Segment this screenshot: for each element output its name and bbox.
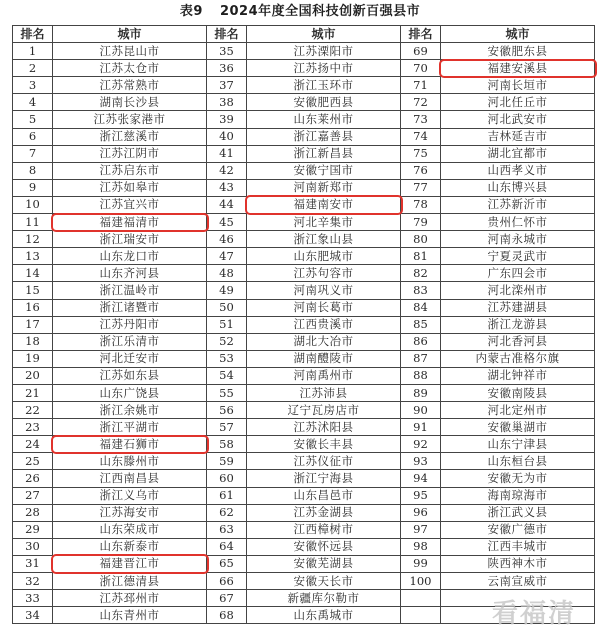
rank-cell: 40 (207, 128, 247, 145)
rank-cell: 97 (401, 521, 441, 538)
city-cell: 江西贵溪市 (247, 316, 401, 333)
rank-cell: 71 (401, 77, 441, 94)
city-cell: 山东广饶县 (53, 384, 207, 401)
rank-cell: 14 (13, 265, 53, 282)
rank-cell: 61 (207, 487, 247, 504)
rank-cell: 49 (207, 282, 247, 299)
rank-cell: 32 (13, 573, 53, 590)
rank-cell: 96 (401, 504, 441, 521)
highlight-box (439, 59, 597, 78)
rank-cell: 67 (207, 590, 247, 607)
rank-cell: 75 (401, 145, 441, 162)
city-cell: 云南宣威市 (441, 573, 595, 590)
city-cell: 江苏沛县 (247, 384, 401, 401)
city-cell: 安徽巢湖市 (441, 419, 595, 436)
rank-header: 排名 (13, 26, 53, 43)
city-cell: 江苏丹阳市 (53, 316, 207, 333)
table-row (13, 333, 595, 350)
table-number: 表9 (179, 4, 203, 19)
table-row (13, 367, 595, 384)
rank-cell: 70 (401, 60, 441, 77)
table-row (13, 43, 595, 60)
watermark-logo: 看福清 (491, 599, 576, 629)
city-cell: 山东莱州市 (247, 111, 401, 128)
city-cell: 贵州仁怀市 (441, 214, 595, 231)
rank-cell: 88 (401, 367, 441, 384)
city-cell: 江苏常熟市 (53, 77, 207, 94)
table-row (13, 504, 595, 521)
rank-cell: 20 (13, 367, 53, 384)
city-cell: 浙江新昌县 (247, 145, 401, 162)
city-cell: 广东四会市 (441, 265, 595, 282)
rank-cell: 52 (207, 333, 247, 350)
city-cell: 山东肥城市 (247, 248, 401, 265)
rank-cell: 62 (207, 504, 247, 521)
table-row (13, 145, 595, 162)
rank-cell: 54 (207, 367, 247, 384)
table-row (13, 419, 595, 436)
city-cell: 浙江嘉善县 (247, 128, 401, 145)
rank-cell: 7 (13, 145, 53, 162)
city-cell: 福建石狮市 (53, 436, 207, 453)
highlight-box (51, 435, 209, 454)
rank-cell: 24 (13, 436, 53, 453)
city-cell: 海南琼海市 (441, 487, 595, 504)
rank-cell (401, 607, 441, 624)
city-cell: 浙江宁海县 (247, 470, 401, 487)
city-header: 城市 (247, 26, 401, 43)
rank-cell: 1 (13, 43, 53, 60)
city-cell: 福建安溪县 (441, 60, 595, 77)
table-row (13, 162, 595, 179)
city-cell: 河南禹州市 (247, 367, 401, 384)
city-cell: 浙江诸暨市 (53, 299, 207, 316)
city-cell: 安徽肥东县 (441, 43, 595, 60)
rank-cell: 65 (207, 555, 247, 572)
city-cell: 山东宁津县 (441, 436, 595, 453)
city-cell: 浙江瑞安市 (53, 231, 207, 248)
rank-cell: 45 (207, 214, 247, 231)
city-cell: 陕西神木市 (441, 555, 595, 572)
city-cell: 江苏启东市 (53, 162, 207, 179)
rank-cell: 68 (207, 607, 247, 624)
highlight-box (51, 554, 209, 573)
table-row (13, 179, 595, 196)
rank-cell: 56 (207, 402, 247, 419)
table-row (13, 453, 595, 470)
rank-cell: 33 (13, 590, 53, 607)
rank-cell: 8 (13, 162, 53, 179)
city-cell: 湖北大冶市 (247, 333, 401, 350)
city-cell: 山东禹城市 (247, 607, 401, 624)
rank-cell: 36 (207, 60, 247, 77)
city-cell: 内蒙古准格尔旗 (441, 350, 595, 367)
city-cell: 山东博兴县 (441, 179, 595, 196)
city-cell: 安徽怀远县 (247, 538, 401, 555)
rank-cell: 31 (13, 555, 53, 572)
city-cell: 山东荣成市 (53, 521, 207, 538)
rank-cell: 35 (207, 43, 247, 60)
city-cell: 浙江温岭市 (53, 282, 207, 299)
city-cell: 江苏海安市 (53, 504, 207, 521)
rank-cell: 99 (401, 555, 441, 572)
table-body (13, 43, 595, 624)
rank-cell: 6 (13, 128, 53, 145)
city-cell: 浙江武义县 (441, 504, 595, 521)
city-cell: 江苏邳州市 (53, 590, 207, 607)
rank-cell: 89 (401, 384, 441, 401)
highlight-box (245, 195, 403, 214)
city-cell: 安徽长丰县 (247, 436, 401, 453)
rank-cell: 100 (401, 573, 441, 590)
rank-cell: 66 (207, 573, 247, 590)
rank-cell: 64 (207, 538, 247, 555)
city-cell: 江苏溧阳市 (247, 43, 401, 60)
city-cell: 安徽广德市 (441, 521, 595, 538)
city-cell: 河南新郑市 (247, 179, 401, 196)
table-row (13, 111, 595, 128)
city-cell: 江苏江阴市 (53, 145, 207, 162)
city-cell: 河北滦州市 (441, 282, 595, 299)
city-cell: 福建晋江市 (53, 555, 207, 572)
rank-cell: 53 (207, 350, 247, 367)
table-row (13, 248, 595, 265)
city-cell: 河南长垣市 (441, 77, 595, 94)
rank-cell: 98 (401, 538, 441, 555)
rank-cell: 63 (207, 521, 247, 538)
rank-cell: 51 (207, 316, 247, 333)
city-cell: 江苏新沂市 (441, 196, 595, 213)
city-cell: 河南永城市 (441, 231, 595, 248)
rank-cell: 74 (401, 128, 441, 145)
city-cell: 山东龙口市 (53, 248, 207, 265)
table-row (13, 487, 595, 504)
city-header: 城市 (441, 26, 595, 43)
city-cell: 安徽肥西县 (247, 94, 401, 111)
table-row (13, 384, 595, 401)
city-cell: 山东青州市 (53, 607, 207, 624)
rank-cell: 69 (401, 43, 441, 60)
rank-cell: 85 (401, 316, 441, 333)
city-cell: 湖南长沙县 (53, 94, 207, 111)
rank-cell: 28 (13, 504, 53, 521)
city-cell: 新疆库尔勒市 (247, 590, 401, 607)
table-row (13, 299, 595, 316)
rank-cell: 17 (13, 316, 53, 333)
city-cell: 河北任丘市 (441, 94, 595, 111)
city-cell: 江西南昌县 (53, 470, 207, 487)
rank-cell: 34 (13, 607, 53, 624)
city-cell: 河南长葛市 (247, 299, 401, 316)
city-cell: 浙江慈溪市 (53, 128, 207, 145)
rank-cell: 94 (401, 470, 441, 487)
rank-cell: 23 (13, 419, 53, 436)
rank-cell: 29 (13, 521, 53, 538)
rank-cell: 83 (401, 282, 441, 299)
city-cell: 浙江龙游县 (441, 316, 595, 333)
rank-cell: 5 (13, 111, 53, 128)
rank-cell: 22 (13, 402, 53, 419)
city-cell: 浙江平湖市 (53, 419, 207, 436)
city-cell: 山东滕州市 (53, 453, 207, 470)
rank-cell: 93 (401, 453, 441, 470)
city-cell: 福建福清市 (53, 214, 207, 231)
city-cell: 福建南安市 (247, 196, 401, 213)
city-cell: 安徽天长市 (247, 573, 401, 590)
rank-cell: 11 (13, 214, 53, 231)
rank-cell: 27 (13, 487, 53, 504)
rank-cell: 44 (207, 196, 247, 213)
rank-cell: 90 (401, 402, 441, 419)
rank-cell: 4 (13, 94, 53, 111)
rank-cell: 77 (401, 179, 441, 196)
rank-cell: 58 (207, 436, 247, 453)
city-cell: 江苏金湖县 (247, 504, 401, 521)
rank-cell (401, 590, 441, 607)
rank-header: 排名 (207, 26, 247, 43)
rank-cell: 76 (401, 162, 441, 179)
city-cell: 宁夏灵武市 (441, 248, 595, 265)
table-row (13, 316, 595, 333)
table-row (13, 94, 595, 111)
table-row (13, 521, 595, 538)
table-row (13, 402, 595, 419)
rank-cell: 80 (401, 231, 441, 248)
city-cell: 浙江义乌市 (53, 487, 207, 504)
rank-cell: 72 (401, 94, 441, 111)
rank-cell: 13 (13, 248, 53, 265)
table-row (13, 573, 595, 590)
city-cell: 湖北钟祥市 (441, 367, 595, 384)
rank-cell: 48 (207, 265, 247, 282)
city-cell: 江苏沭阳县 (247, 419, 401, 436)
city-cell: 江西丰城市 (441, 538, 595, 555)
rank-cell: 84 (401, 299, 441, 316)
city-cell: 浙江余姚市 (53, 402, 207, 419)
table-title (0, 0, 600, 24)
city-cell: 河北香河县 (441, 333, 595, 350)
city-cell: 浙江玉环市 (247, 77, 401, 94)
city-cell: 安徽宁国市 (247, 162, 401, 179)
rank-cell: 81 (401, 248, 441, 265)
city-cell: 江苏如东县 (53, 367, 207, 384)
city-header: 城市 (53, 26, 207, 43)
city-cell: 山东桓台县 (441, 453, 595, 470)
table-row (13, 77, 595, 94)
rank-cell: 38 (207, 94, 247, 111)
rank-cell: 92 (401, 436, 441, 453)
table-row (13, 282, 595, 299)
rank-cell: 57 (207, 419, 247, 436)
table-title-text: 2024年度全国科技创新百强县市 (219, 4, 421, 19)
rank-cell: 9 (13, 179, 53, 196)
rank-cell: 21 (13, 384, 53, 401)
rank-cell: 95 (401, 487, 441, 504)
city-cell: 河北迁安市 (53, 350, 207, 367)
city-cell: 安徽芜湖县 (247, 555, 401, 572)
rank-cell: 30 (13, 538, 53, 555)
city-cell: 江苏张家港市 (53, 111, 207, 128)
rank-cell: 3 (13, 77, 53, 94)
city-cell: 河南巩义市 (247, 282, 401, 299)
rank-cell: 50 (207, 299, 247, 316)
rank-cell: 18 (13, 333, 53, 350)
ranking-table (12, 25, 595, 624)
city-cell: 浙江象山县 (247, 231, 401, 248)
rank-cell: 59 (207, 453, 247, 470)
city-cell: 江苏太仓市 (53, 60, 207, 77)
table-row (13, 470, 595, 487)
rank-cell: 86 (401, 333, 441, 350)
rank-cell: 47 (207, 248, 247, 265)
city-cell: 浙江乐清市 (53, 333, 207, 350)
rank-cell: 55 (207, 384, 247, 401)
city-cell: 湖南醴陵市 (247, 350, 401, 367)
table-header-row (13, 26, 595, 43)
rank-cell: 79 (401, 214, 441, 231)
rank-cell: 82 (401, 265, 441, 282)
rank-cell: 46 (207, 231, 247, 248)
rank-cell: 26 (13, 470, 53, 487)
city-cell: 河北武安市 (441, 111, 595, 128)
city-cell: 安徽南陵县 (441, 384, 595, 401)
city-cell: 江苏建湖县 (441, 299, 595, 316)
rank-cell: 25 (13, 453, 53, 470)
rank-cell: 42 (207, 162, 247, 179)
rank-cell: 78 (401, 196, 441, 213)
city-cell: 江西樟树市 (247, 521, 401, 538)
rank-cell: 37 (207, 77, 247, 94)
rank-cell: 41 (207, 145, 247, 162)
city-cell: 辽宁瓦房店市 (247, 402, 401, 419)
city-cell: 山西孝义市 (441, 162, 595, 179)
table-row (13, 265, 595, 282)
city-cell: 江苏如皋市 (53, 179, 207, 196)
city-cell: 江苏宜兴市 (53, 196, 207, 213)
city-cell: 山东新泰市 (53, 538, 207, 555)
rank-cell: 16 (13, 299, 53, 316)
city-cell: 安徽无为市 (441, 470, 595, 487)
table-row (13, 128, 595, 145)
rank-cell: 12 (13, 231, 53, 248)
city-cell: 河北辛集市 (247, 214, 401, 231)
rank-header: 排名 (401, 26, 441, 43)
rank-cell: 2 (13, 60, 53, 77)
city-cell: 山东齐河县 (53, 265, 207, 282)
table-row (13, 538, 595, 555)
rank-cell: 39 (207, 111, 247, 128)
rank-cell: 43 (207, 179, 247, 196)
rank-cell: 19 (13, 350, 53, 367)
city-cell: 江苏扬中市 (247, 60, 401, 77)
city-cell: 江苏句容市 (247, 265, 401, 282)
rank-cell: 10 (13, 196, 53, 213)
rank-cell: 87 (401, 350, 441, 367)
rank-cell: 15 (13, 282, 53, 299)
city-cell: 江苏昆山市 (53, 43, 207, 60)
rank-cell: 60 (207, 470, 247, 487)
city-cell: 湖北宜都市 (441, 145, 595, 162)
city-cell: 江苏仪征市 (247, 453, 401, 470)
city-cell: 浙江德清县 (53, 573, 207, 590)
city-cell: 吉林延吉市 (441, 128, 595, 145)
rank-cell: 91 (401, 419, 441, 436)
rank-cell: 73 (401, 111, 441, 128)
highlight-box (51, 213, 209, 232)
table-row (13, 231, 595, 248)
city-cell: 山东昌邑市 (247, 487, 401, 504)
city-cell: 河北定州市 (441, 402, 595, 419)
table-row (13, 350, 595, 367)
